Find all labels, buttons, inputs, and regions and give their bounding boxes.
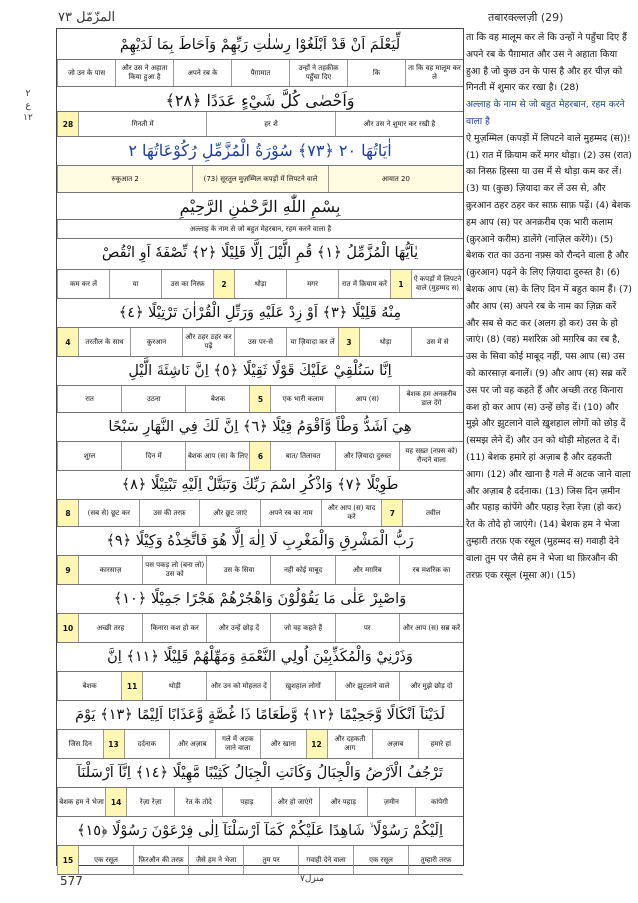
page-header — [0, 10, 638, 30]
gloss-cell: तवील — [402, 500, 463, 526]
word-gloss-row — [57, 845, 463, 875]
ruku-marker-top: ٢ — [25, 89, 31, 99]
gloss-cell: 14 — [105, 788, 126, 816]
gloss-cell: 8 — [57, 500, 78, 526]
arabic-verse-line: اِنَّا سَنُلْقِيْ عَلَيْكَ قَوْلًا ثَقِيْلًا ﴿٥﴾ اِنَّ نَاشِئَةَ الَّيْلِ — [128, 363, 392, 379]
gloss-cell: ख़ुशहाल लोगों — [270, 672, 334, 700]
gloss-cell: एक भारी कलाम — [270, 386, 334, 412]
arabic-verse-line: وَاَحْصٰى كُلَّ شَيْءٍ عَدَدًا ﴿٢٨﴾ — [165, 91, 355, 110]
gloss-cell: कारसाज़ — [78, 556, 142, 584]
gloss-cell: एक रसूल — [353, 846, 408, 874]
gloss-cell: उठना — [121, 386, 185, 412]
gloss-cell: पस पकड़ लो (बना लो) उस को — [142, 556, 206, 584]
word-gloss-row — [57, 787, 463, 817]
gloss-cell: तुम पर — [243, 846, 298, 874]
gloss-cell: और अज़ाब — [169, 730, 215, 758]
gloss-cell: रब मशरिक़ का — [399, 556, 463, 584]
gloss-cell: और खाना — [260, 730, 306, 758]
word-gloss-row — [57, 269, 463, 299]
word-gloss-row — [57, 59, 463, 87]
gloss-cell: शुग़्ल — [57, 442, 121, 470]
ruku-margin-marker — [8, 88, 48, 124]
gloss-cell: ऐ कपड़ों में लिपटने वाले (मुहम्मद स) — [411, 270, 463, 298]
gloss-cell: बात/ तिलावत — [270, 442, 334, 470]
gloss-cell: 2 — [213, 270, 234, 298]
gloss-cell: उस का निस्फ़ — [161, 270, 213, 298]
gloss-cell: 1 — [390, 270, 411, 298]
word-gloss-row — [57, 165, 463, 193]
gloss-cell: गिनती में — [78, 112, 206, 136]
gloss-cell: रात में क़ियाम करें — [338, 270, 390, 298]
gloss-cell: और उस ने शुमार कर रखी है — [335, 112, 463, 136]
gloss-cell: रेत के तोदे — [174, 788, 222, 816]
manzil-label: منزل٧ — [300, 874, 324, 884]
gloss-cell: 11 — [121, 672, 142, 700]
header-surah-title: المزّمّل ٧٣ — [58, 10, 116, 25]
gloss-cell: और पहाड़ — [319, 788, 367, 816]
gloss-cell: 10 — [57, 614, 78, 642]
gloss-cell: पैग़ामात — [231, 60, 289, 86]
arabic-verse-line: اٰيَاتُهَا ٢٠ ﴿٧٣﴾ سُوْرَةُ الْمُزَّمِّلِ رُكُوْعَاتُهَا ٢ — [128, 141, 392, 160]
word-gloss-row — [57, 671, 463, 701]
gloss-cell: उस में से — [411, 328, 463, 356]
gloss-cell: अल्लाह के नाम से जो बहुत मेहरबान, रहम करने वाला है — [57, 220, 463, 238]
translation-column — [466, 30, 632, 866]
word-gloss-row — [57, 729, 463, 759]
word-gloss-row — [57, 219, 463, 239]
gloss-cell: जो वह कहते हैं — [270, 614, 334, 642]
gloss-cell: 13 — [103, 730, 124, 758]
word-gloss-row — [57, 499, 463, 527]
gloss-cell: और उन्हें छोड़ दें — [206, 614, 270, 642]
arabic-verse-line: وَاصْبِرْ عَلٰى مَا يَقُوْلُوْنَ وَاهْجُرْهُمْ هَجْرًا جَمِيْلًا ﴿١٠﴾ — [113, 591, 407, 607]
gloss-cell: उस पर-से — [234, 328, 286, 356]
gloss-cell: बेशक आप (स) के लिए — [185, 442, 249, 470]
gloss-cell: फ़िरऔन की तरफ़ — [133, 846, 188, 874]
gloss-cell: तरतील के साथ — [78, 328, 130, 356]
arabic-verse-line: لَدَيْنَآ اَنْكَالًا وَّجَحِيْمًا ﴿١٢﴾ وَّطَعَامًا ذَا غُصَّةٍ وَّعَذَابًا اَلِيْمًا ﴿١٣﴾ يَوْمَ — [75, 707, 445, 723]
gloss-cell: ज़मीन — [367, 788, 415, 816]
gloss-cell: गले में अटक जाने वाला — [215, 730, 261, 758]
arabic-verse-line: يٰاَيُّهَا الْمُزَّمِّلُ ﴿١﴾ قُمِ الَّيْلَ اِلَّا قَلِيْلًا ﴿٢﴾ نِّصْفَهٗ اَوِ انْقُصْ — [101, 245, 419, 261]
gloss-cell: हर शै — [206, 112, 334, 136]
translation-para-1: ता कि वह मालूम कर ले कि उन्हों ने पहुँचा दिए हैं अपने रब के पैग़ामात और उस ने अहाता किया हुआ है जो कुछ उन के पास है और हर चीज़ को गिनती में शुमार कर रखा है। (28) — [466, 32, 627, 94]
gloss-cell: मगर — [286, 270, 338, 298]
word-gloss-row — [57, 327, 463, 357]
page-footer — [0, 874, 638, 894]
ruku-marker-mid: ع — [25, 101, 31, 111]
gloss-cell: थोड़ा — [359, 328, 411, 356]
ruku-marker-bottom: ١٢ — [23, 113, 33, 123]
gloss-cell: बेशक — [57, 672, 121, 700]
gloss-cell: और दहकती आग — [327, 730, 373, 758]
gloss-cell: उन्हों ने तहक़ीक़ पहुँचा दिए — [289, 60, 347, 86]
word-gloss-row — [57, 555, 463, 585]
gloss-cell: जो उन के पास — [57, 60, 115, 86]
arabic-verse-line: بِسْمِ اللّٰهِ الرَّحْمٰنِ الرَّحِيْمِ — [179, 197, 341, 216]
gloss-cell: 28 — [57, 112, 78, 136]
arabic-verse-line: طَوِيْلًا ﴿٧﴾ وَاذْكُرِ اسْمَ رَبِّكَ وَتَبَتَّلْ اِلَيْهِ تَبْتِيْلًا ﴿٨﴾ — [121, 477, 399, 493]
gloss-cell: अज़ाब — [372, 730, 418, 758]
arabic-verse-line: تَرْجُفُ الْاَرْضُ وَالْجِبَالُ وَكَانَتِ الْجِبَالُ كَثِيْبًا مَّهِيْلًا ﴿١٤﴾ اِنَّآ اَرْسَلْنَآ — [77, 765, 443, 781]
gloss-cell: 6 — [249, 442, 270, 470]
gloss-cell: नहीं कोई माबूद — [270, 556, 334, 584]
gloss-cell: जैसे हम ने भेजा — [188, 846, 243, 874]
gloss-cell: हमारे हां — [418, 730, 464, 758]
gloss-cell: 12 — [306, 730, 327, 758]
arabic-verse-line: مِنْهُ قَلِيْلًا ﴿٣﴾ اَوْ زِدْ عَلَيْهِ وَرَتِّلِ الْقُرْاٰنَ تَرْتِيْلًا ﴿٤﴾ — [118, 305, 402, 321]
gloss-cell: गवाही देने वाला — [298, 846, 353, 874]
gloss-cell: 5 — [249, 386, 270, 412]
gloss-cell: या ज़ियादा कर लें — [286, 328, 338, 356]
gloss-cell: तुम्हारी तरफ़ — [408, 846, 463, 874]
gloss-cell: और ज़ियादा दुरुस्त — [335, 442, 399, 470]
translation-para-2: ऐ मुज़म्मिल (कपड़ों में लिपटने वाले मुहम्मद (स))! (1) रात में क़ियाम करें मगर थोड़ा। (2) उस (रात) का निस्फ़ हिस्सा या उस में से थोड़ा कम कर लें। (3) या (कुछ) ज़ियादा कर लें उस से, और क़ुरआन ठहर ठहर कर साफ़ साफ़ पढ़ें। (4) बेशक हम आप (स) पर अनक़रीब एक भारी कलाम (क़ुरआने करीम) डालेंगे (नाज़िल करेंगे)। (5) बेशक रात का उठना नफ़्स को रौन्दने वाला है और (क़ुरआन) पढ़ने के लिए ज़ियादा दुरुस्त है। (6) बेशक आप (स) के लिए दिन में बहुत काम हैं। (7) और आप (स) अपने रब के नाम का ज़िक्र करें और सब से कट कर (अलग हो कर) उस के हो जाएं। (8) (वह) मशरिक़ ओ मग़रिब का रब है, उस के सिवा कोई माबूद नहीं, पस आप (स) उस को कारसाज़ बनालें। (9) और आप (स) सब्र करें उस पर जो वह कहते हैं और अच्छी तरह किनारा कश हो कर आप (स) उन्हें छोड़ दें। (10) और मुझे और झुटलाने वाले ख़ुशहाल लोगों को छोड़ दें (समझ लेने दें) और उन को थोड़ी मोहलत दे दें। (11) बेशक हमारे हां अज़ाब है और दहकती आग। (12) और खाना है गले में अटक जाने वाला और अज़ाब है दर्दनाक। (13) जिस दिन ज़मीन और पहाड़ कांपेंगे और पहाड़ रेज़ा रेज़ा (हो कर) रेत के तोदे हो जाएंगे। (14) बेशक हम ने भेजा तुम्हारी तरफ़ एक रसूल (मुहम्मद स) गवाही देने वाला तुम पर जैसे हम ने भेजा था फ़िरऔन की तरफ़ एक रसूल (मूसा अ)। (15) — [466, 132, 632, 581]
gloss-cell: और ठहर ठहर कर पढ़ें — [182, 328, 234, 356]
gloss-cell: और मुझे छोड़ दो — [399, 672, 463, 700]
gloss-cell: रुकूआत 2 — [57, 166, 192, 192]
gloss-cell: कि — [347, 60, 405, 86]
gloss-cell: 9 — [57, 556, 78, 584]
translation-bismillah: अल्लाह के नाम से जो बहुत मेहरबान, रहम करने वाला है — [466, 99, 625, 127]
gloss-cell: और उस ने अहाता किया हुआ है — [115, 60, 173, 86]
arabic-verse-line: وَذَرْنِيْ وَالْمُكَذِّبِيْنَ اُولِي النَّعْمَةِ وَمَهِّلْهُمْ قَلِيْلًا ﴿١١﴾ اِنَّ — [107, 649, 413, 665]
gloss-cell: दर्दनाक — [124, 730, 170, 758]
gloss-cell: 15 — [57, 846, 78, 874]
gloss-cell: थोड़ा — [234, 270, 286, 298]
gloss-cell: और हो जाएंगे — [271, 788, 319, 816]
gloss-cell: और मग़रिब — [335, 556, 399, 584]
gloss-cell: किनारा कश हो कर — [142, 614, 206, 642]
gloss-cell: एक रसूल — [78, 846, 133, 874]
gloss-cell: अपने रब के — [173, 60, 231, 86]
gloss-cell: और छूट जाएं — [199, 500, 260, 526]
gloss-cell: रात — [57, 386, 121, 412]
gloss-cell: ता कि वह मालूम कर ले — [405, 60, 463, 86]
gloss-cell: उस के सिवा — [206, 556, 270, 584]
arabic-verse-line: هِيَ اَشَدُّ وَطْاً وَّاَقْوَمُ قِيْلًا ﴿٦﴾ اِنَّ لَكَ فِي النَّهَارِ سَبْحًا — [108, 419, 412, 435]
word-gloss-row — [57, 441, 463, 471]
gloss-cell: 4 — [57, 328, 78, 356]
header-juz-title: तबारक्ल्लज़ी (29) — [488, 11, 564, 24]
arabic-verse-line: رَبُّ الْمَشْرِقِ وَالْمَغْرِبِ لَا اِلٰهَ اِلَّا هُوَ فَاتَّخِذْهُ وَكِيْلًا ﴿٩﴾ — [106, 533, 414, 549]
gloss-cell: बेशक हम अनक़रीब डाल देंगे — [399, 386, 463, 412]
gloss-cell: या — [109, 270, 161, 298]
gloss-cell: बेशक हम ने भेजा — [57, 788, 105, 816]
gloss-cell: जिस दिन — [57, 730, 103, 758]
gloss-cell: रेज़ा रेज़ा — [126, 788, 174, 816]
gloss-cell: अपने रब का नाम — [260, 500, 321, 526]
gloss-cell: थोड़ी — [142, 672, 206, 700]
gloss-cell: अच्छी तरह — [78, 614, 142, 642]
gloss-cell: और आप (स) सब्र करें — [399, 614, 463, 642]
page-number: 577 — [60, 874, 83, 888]
gloss-cell: 7 — [381, 500, 402, 526]
arabic-verse-line: لِّيَعْلَمَ اَنْ قَدْ اَبْلَغُوْا رِسٰلٰتِ رَبِّهِمْ وَاَحَاطَ بِمَا لَدَيْهِمْ — [119, 37, 401, 53]
word-gloss-row — [57, 385, 463, 413]
gloss-cell: कांपेगी — [415, 788, 463, 816]
quran-page-table — [56, 28, 464, 866]
gloss-cell: आप (स) — [335, 386, 399, 412]
gloss-cell: पर — [335, 614, 399, 642]
gloss-cell: क़ुरआन — [130, 328, 182, 356]
gloss-cell: (73) सूरतुल मुज़म्मिल कपड़ों में लिपटने वाले — [192, 166, 327, 192]
gloss-cell: यह सख़्त (नफ़्स को) रौन्दने वाला — [399, 442, 463, 470]
gloss-cell: 3 — [338, 328, 359, 356]
gloss-cell: बेशक — [185, 386, 249, 412]
gloss-cell: और आप (स) याद करें — [321, 500, 382, 526]
word-gloss-row — [57, 111, 463, 137]
gloss-cell: और झुटलाने वाले — [335, 672, 399, 700]
arabic-verse-line: اِلَيْكُمْ رَسُوْلًا ۙ شَاهِدًا عَلَيْكُمْ كَمَآ اَرْسَلْنَآ اِلٰى فِرْعَوْنَ رَسُوْلًا ﴿١٥﴾ — [77, 823, 443, 839]
gloss-cell: पहाड़ — [222, 788, 270, 816]
gloss-cell: दिन में — [121, 442, 185, 470]
gloss-cell: आयात 20 — [328, 166, 463, 192]
gloss-cell: और उन को मोहलत दें — [206, 672, 270, 700]
gloss-cell: (सब से) छूट कर — [78, 500, 139, 526]
gloss-cell: उस की तरफ़ — [139, 500, 200, 526]
gloss-cell: कम कर लें — [57, 270, 109, 298]
word-gloss-row — [57, 613, 463, 643]
